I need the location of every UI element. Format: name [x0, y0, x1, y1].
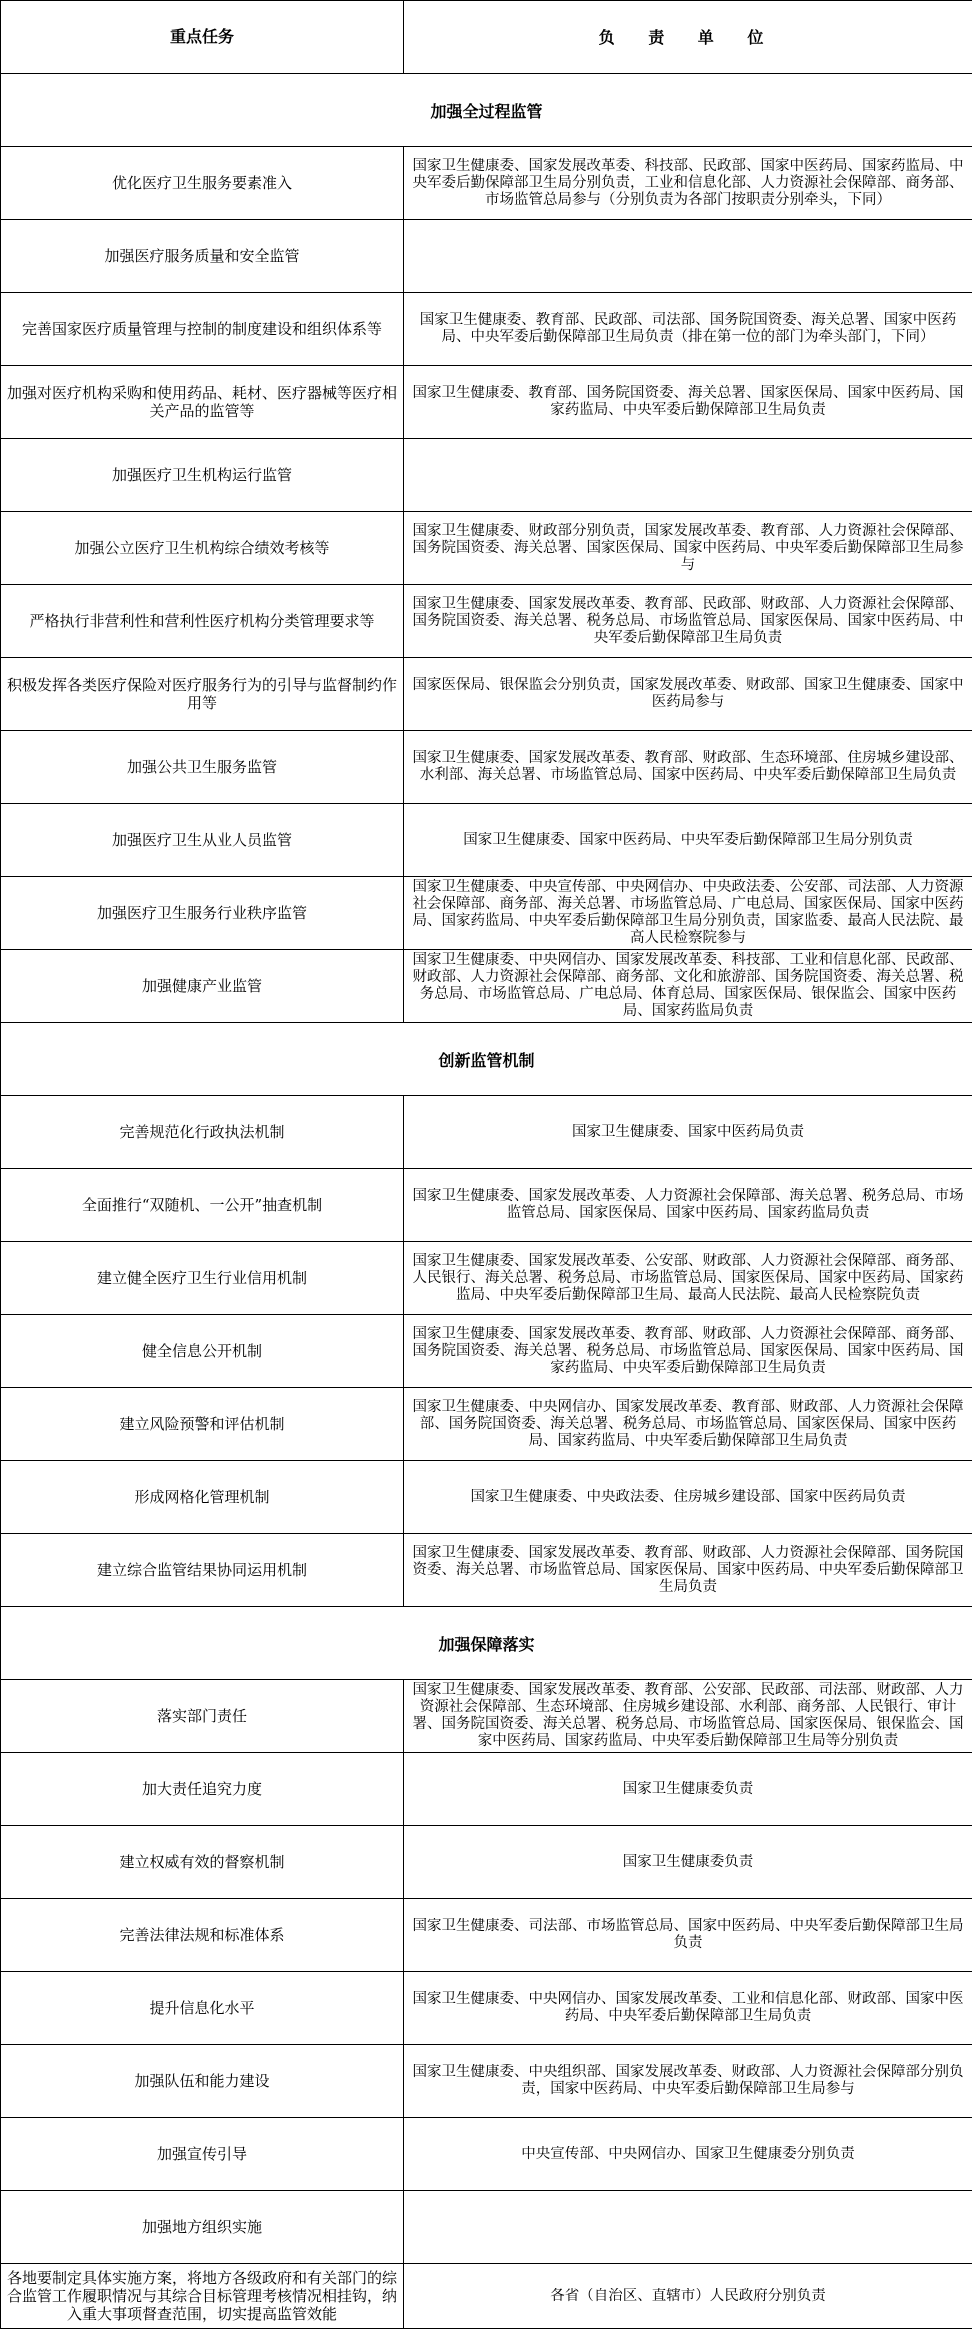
- table-row: [1, 804, 972, 877]
- unit-cell: [404, 220, 972, 293]
- unit-text: 国家卫生健康委、中央宣传部、中央网信办、中央政法委、公安部、司法部、人力资源社会保障部、商务部、海关总署、市场监管总局、广电总局、国家医保局、国家中医药局、国家药监局、中央军委后勤保障部卫生局分别负责，国家监委、最高人民法院、最高人民检察院参与: [412, 879, 964, 946]
- task-cell: 完善法律法规和标准体系: [1, 1899, 404, 1972]
- unit-text: 各省（自治区、直辖市）人民政府分别负责: [550, 2287, 826, 2304]
- task-cell: 全面推行“双随机、一公开”抽查机制: [1, 1169, 404, 1242]
- unit-text: 国家卫生健康委、国家发展改革委、人力资源社会保障部、海关总署、税务总局、市场监管总局、国家医保局、国家中医药局、国家药监局负责: [412, 1188, 964, 1221]
- task-cell: 加强医疗服务质量和安全监管: [1, 220, 404, 293]
- unit-cell: [404, 658, 972, 731]
- unit-cell: [404, 804, 972, 877]
- task-cell: 建立健全医疗卫生行业信用机制: [1, 1242, 404, 1315]
- unit-text: 国家卫生健康委、财政部分别负责，国家发展改革委、教育部、人力资源社会保障部、国务院国资委、海关总署、国家医保局、国家中医药局、中央军委后勤保障部卫生局参与: [412, 522, 964, 573]
- task-cell: 加强公立医疗卫生机构综合绩效考核等: [1, 512, 404, 585]
- table-header-row: [1, 1, 972, 74]
- task-cell: 加强宣传引导: [1, 2118, 404, 2191]
- task-cell: 加强公共卫生服务监管: [1, 731, 404, 804]
- unit-cell: [404, 1388, 972, 1461]
- unit-cell: [404, 2191, 972, 2264]
- section-title: 加强保障落实: [1, 1607, 972, 1680]
- unit-text: 国家医保局、银保监会分别负责，国家发展改革委、财政部、国家卫生健康委、国家中医药局参与: [412, 677, 964, 710]
- unit-text: 国家卫生健康委、国家中医药局、中央军委后勤保障部卫生局分别负责: [463, 831, 913, 848]
- section-row: [1, 1023, 972, 1096]
- task-cell: 完善国家医疗质量管理与控制的制度建设和组织体系等: [1, 293, 404, 366]
- table-row: [1, 366, 972, 439]
- table-row: [1, 1972, 972, 2045]
- unit-text: 国家卫生健康委、中央组织部、国家发展改革委、财政部、人力资源社会保障部分别负责，国家中医药局、中央军委后勤保障部卫生局参与: [412, 2064, 964, 2097]
- task-cell: 积极发挥各类医疗保险对医疗服务行为的引导与监督制约作用等: [1, 658, 404, 731]
- task-cell: 加强健康产业监管: [1, 950, 404, 1023]
- table-row: [1, 2118, 972, 2191]
- unit-cell: [404, 1461, 972, 1534]
- unit-text: 中央宣传部、中央网信办、国家卫生健康委分别负责: [521, 2145, 855, 2162]
- unit-text: 国家卫生健康委、国家发展改革委、教育部、民政部、财政部、人力资源社会保障部、国务院国资委、海关总署、税务总局、市场监管总局、国家医保局、国家中医药局、中央军委后勤保障部卫生局负责: [412, 595, 964, 646]
- task-cell: 加强医疗卫生从业人员监管: [1, 804, 404, 877]
- task-cell: 加大责任追究力度: [1, 1753, 404, 1826]
- unit-cell: [404, 1753, 972, 1826]
- unit-cell: [404, 439, 972, 512]
- task-cell: 健全信息公开机制: [1, 1315, 404, 1388]
- unit-text: 国家卫生健康委、中央网信办、国家发展改革委、教育部、财政部、人力资源社会保障部、国务院国资委、海关总署、税务总局、市场监管总局、国家医保局、国家中医药局、国家药监局、中央军委后勤保障部卫生局负责: [412, 1398, 964, 1449]
- table-row: [1, 147, 972, 220]
- task-cell: 加强医疗卫生机构运行监管: [1, 439, 404, 512]
- unit-cell: [404, 1534, 972, 1607]
- table-row: [1, 1826, 972, 1899]
- unit-text: 国家卫生健康委负责: [622, 1853, 754, 1870]
- unit-text: 国家卫生健康委、教育部、民政部、司法部、国务院国资委、海关总署、国家中医药局、中央军委后勤保障部卫生局负责（排在第一位的部门为牵头部门，下同）: [419, 312, 957, 345]
- header-task: 重点任务: [1, 1, 404, 74]
- table-row: [1, 1534, 972, 1607]
- section-row: [1, 1607, 972, 1680]
- task-cell: 落实部门责任: [1, 1680, 404, 1753]
- header-unit-label: 负 责 单 位: [598, 27, 778, 47]
- task-cell: 严格执行非营利性和营利性医疗机构分类管理要求等: [1, 585, 404, 658]
- section-row: [1, 74, 972, 147]
- table-row: [1, 1096, 972, 1169]
- unit-text: 国家卫生健康委、国家发展改革委、教育部、财政部、人力资源社会保障部、国务院国资委、海关总署、市场监管总局、国家医保局、国家中医药局、中央军委后勤保障部卫生局负责: [412, 1544, 964, 1595]
- unit-cell: [404, 877, 972, 950]
- table-row: [1, 1461, 972, 1534]
- table-row: [1, 877, 972, 950]
- task-cell: 提升信息化水平: [1, 1972, 404, 2045]
- unit-cell: [404, 731, 972, 804]
- task-cell: 形成网格化管理机制: [1, 1461, 404, 1534]
- unit-text: 国家卫生健康委、国家发展改革委、科技部、民政部、国家中医药局、国家药监局、中央军委后勤保障部卫生局分别负责，工业和信息化部、人力资源社会保障部、商务部、市场监管总局参与（分别负责为各部门按职责分别牵头，下同）: [412, 157, 964, 208]
- table-row: [1, 731, 972, 804]
- unit-cell: [404, 1096, 972, 1169]
- section-title: 创新监管机制: [1, 1023, 972, 1096]
- unit-cell: [404, 2045, 972, 2118]
- table-row: [1, 950, 972, 1023]
- unit-text: 国家卫生健康委、国家发展改革委、教育部、公安部、民政部、司法部、财政部、人力资源社会保障部、生态环境部、住房城乡建设部、水利部、商务部、人民银行、审计署、国务院国资委、海关总署、税务总局、市场监管总局、国家医保局、银保监会、国家中医药局、国家药监局、中央军委后勤保障部卫生局等分别负责: [412, 1682, 964, 1749]
- section-title: 加强全过程监管: [1, 74, 972, 147]
- unit-text: 国家卫生健康委、中央政法委、住房城乡建设部、国家中医药局负责: [470, 1488, 906, 1505]
- unit-cell: [404, 2264, 972, 2329]
- unit-cell: [404, 1242, 972, 1315]
- unit-text: 国家卫生健康委、国家发展改革委、教育部、财政部、生态环境部、住房城乡建设部、水利部、海关总署、市场监管总局、国家中医药局、中央军委后勤保障部卫生局负责: [412, 750, 964, 783]
- unit-cell: [404, 1972, 972, 2045]
- table-row: [1, 2191, 972, 2264]
- table-row: [1, 658, 972, 731]
- unit-text: 国家卫生健康委、中央网信办、国家发展改革委、科技部、工业和信息化部、民政部、财政部、人力资源社会保障部、商务部、文化和旅游部、国务院国资委、海关总署、税务总局、市场监管总局、广电总局、体育总局、国家医保局、银保监会、国家中医药局、国家药监局负责: [412, 952, 964, 1019]
- table-row: [1, 293, 972, 366]
- table-body: [1, 1, 972, 2329]
- unit-cell: [404, 585, 972, 658]
- task-cell: 优化医疗卫生服务要素准入: [1, 147, 404, 220]
- task-cell: 完善规范化行政执法机制: [1, 1096, 404, 1169]
- table-row: [1, 2045, 972, 2118]
- table-row: [1, 1169, 972, 1242]
- table-row: [1, 220, 972, 293]
- unit-text: 国家卫生健康委、国家发展改革委、公安部、财政部、人力资源社会保障部、商务部、人民银行、海关总署、税务总局、市场监管总局、国家医保局、国家中医药局、国家药监局、中央军委后勤保障部卫生局、最高人民法院、最高人民检察院负责: [412, 1252, 964, 1303]
- table-row: [1, 1753, 972, 1826]
- unit-cell: [404, 950, 972, 1023]
- table-row: [1, 1388, 972, 1461]
- table-row: [1, 1899, 972, 1972]
- task-cell: 加强对医疗机构采购和使用药品、耗材、医疗器械等医疗相关产品的监管等: [1, 366, 404, 439]
- table-row: [1, 439, 972, 512]
- task-cell: 建立综合监管结果协同运用机制: [1, 1534, 404, 1607]
- unit-cell: [404, 1826, 972, 1899]
- task-cell: 加强医疗卫生服务行业秩序监管: [1, 877, 404, 950]
- table-row: [1, 1315, 972, 1388]
- table-row: [1, 1242, 972, 1315]
- unit-cell: [404, 1680, 972, 1753]
- task-cell: 加强地方组织实施: [1, 2191, 404, 2264]
- task-cell: 建立权威有效的督察机制: [1, 1826, 404, 1899]
- unit-text: 国家卫生健康委、国家发展改革委、教育部、财政部、人力资源社会保障部、商务部、国务院国资委、海关总署、税务总局、市场监管总局、国家医保局、国家中医药局、国家药监局、中央军委后勤保障部卫生局负责: [412, 1325, 964, 1376]
- unit-text: 国家卫生健康委、国家中医药局负责: [572, 1123, 804, 1140]
- unit-cell: [404, 2118, 972, 2191]
- unit-text: 国家卫生健康委、教育部、国务院国资委、海关总署、国家医保局、国家中医药局、国家药监局、中央军委后勤保障部卫生局负责: [412, 385, 964, 418]
- unit-cell: [404, 512, 972, 585]
- task-cell: 各地要制定具体实施方案，将地方各级政府和有关部门的综合监管工作履职情况与其综合目标管理考核情况相挂钩，纳入重大事项督查范围，切实提高监管效能: [1, 2264, 404, 2329]
- table-row: [1, 585, 972, 658]
- table-row: [1, 1680, 972, 1753]
- unit-text: 国家卫生健康委、中央网信办、国家发展改革委、工业和信息化部、财政部、国家中医药局、中央军委后勤保障部卫生局负责: [412, 1991, 964, 2024]
- task-cell: 建立风险预警和评估机制: [1, 1388, 404, 1461]
- unit-cell: [404, 293, 972, 366]
- header-unit: [404, 1, 972, 74]
- unit-cell: [404, 1899, 972, 1972]
- table-row: [1, 2264, 972, 2329]
- unit-cell: [404, 147, 972, 220]
- unit-text: 国家卫生健康委、司法部、市场监管总局、国家中医药局、中央军委后勤保障部卫生局负责: [412, 1918, 964, 1951]
- task-cell: 加强队伍和能力建设: [1, 2045, 404, 2118]
- unit-cell: [404, 1169, 972, 1242]
- unit-cell: [404, 1315, 972, 1388]
- table-row: [1, 512, 972, 585]
- unit-cell: [404, 366, 972, 439]
- unit-text: 国家卫生健康委负责: [622, 1780, 754, 1797]
